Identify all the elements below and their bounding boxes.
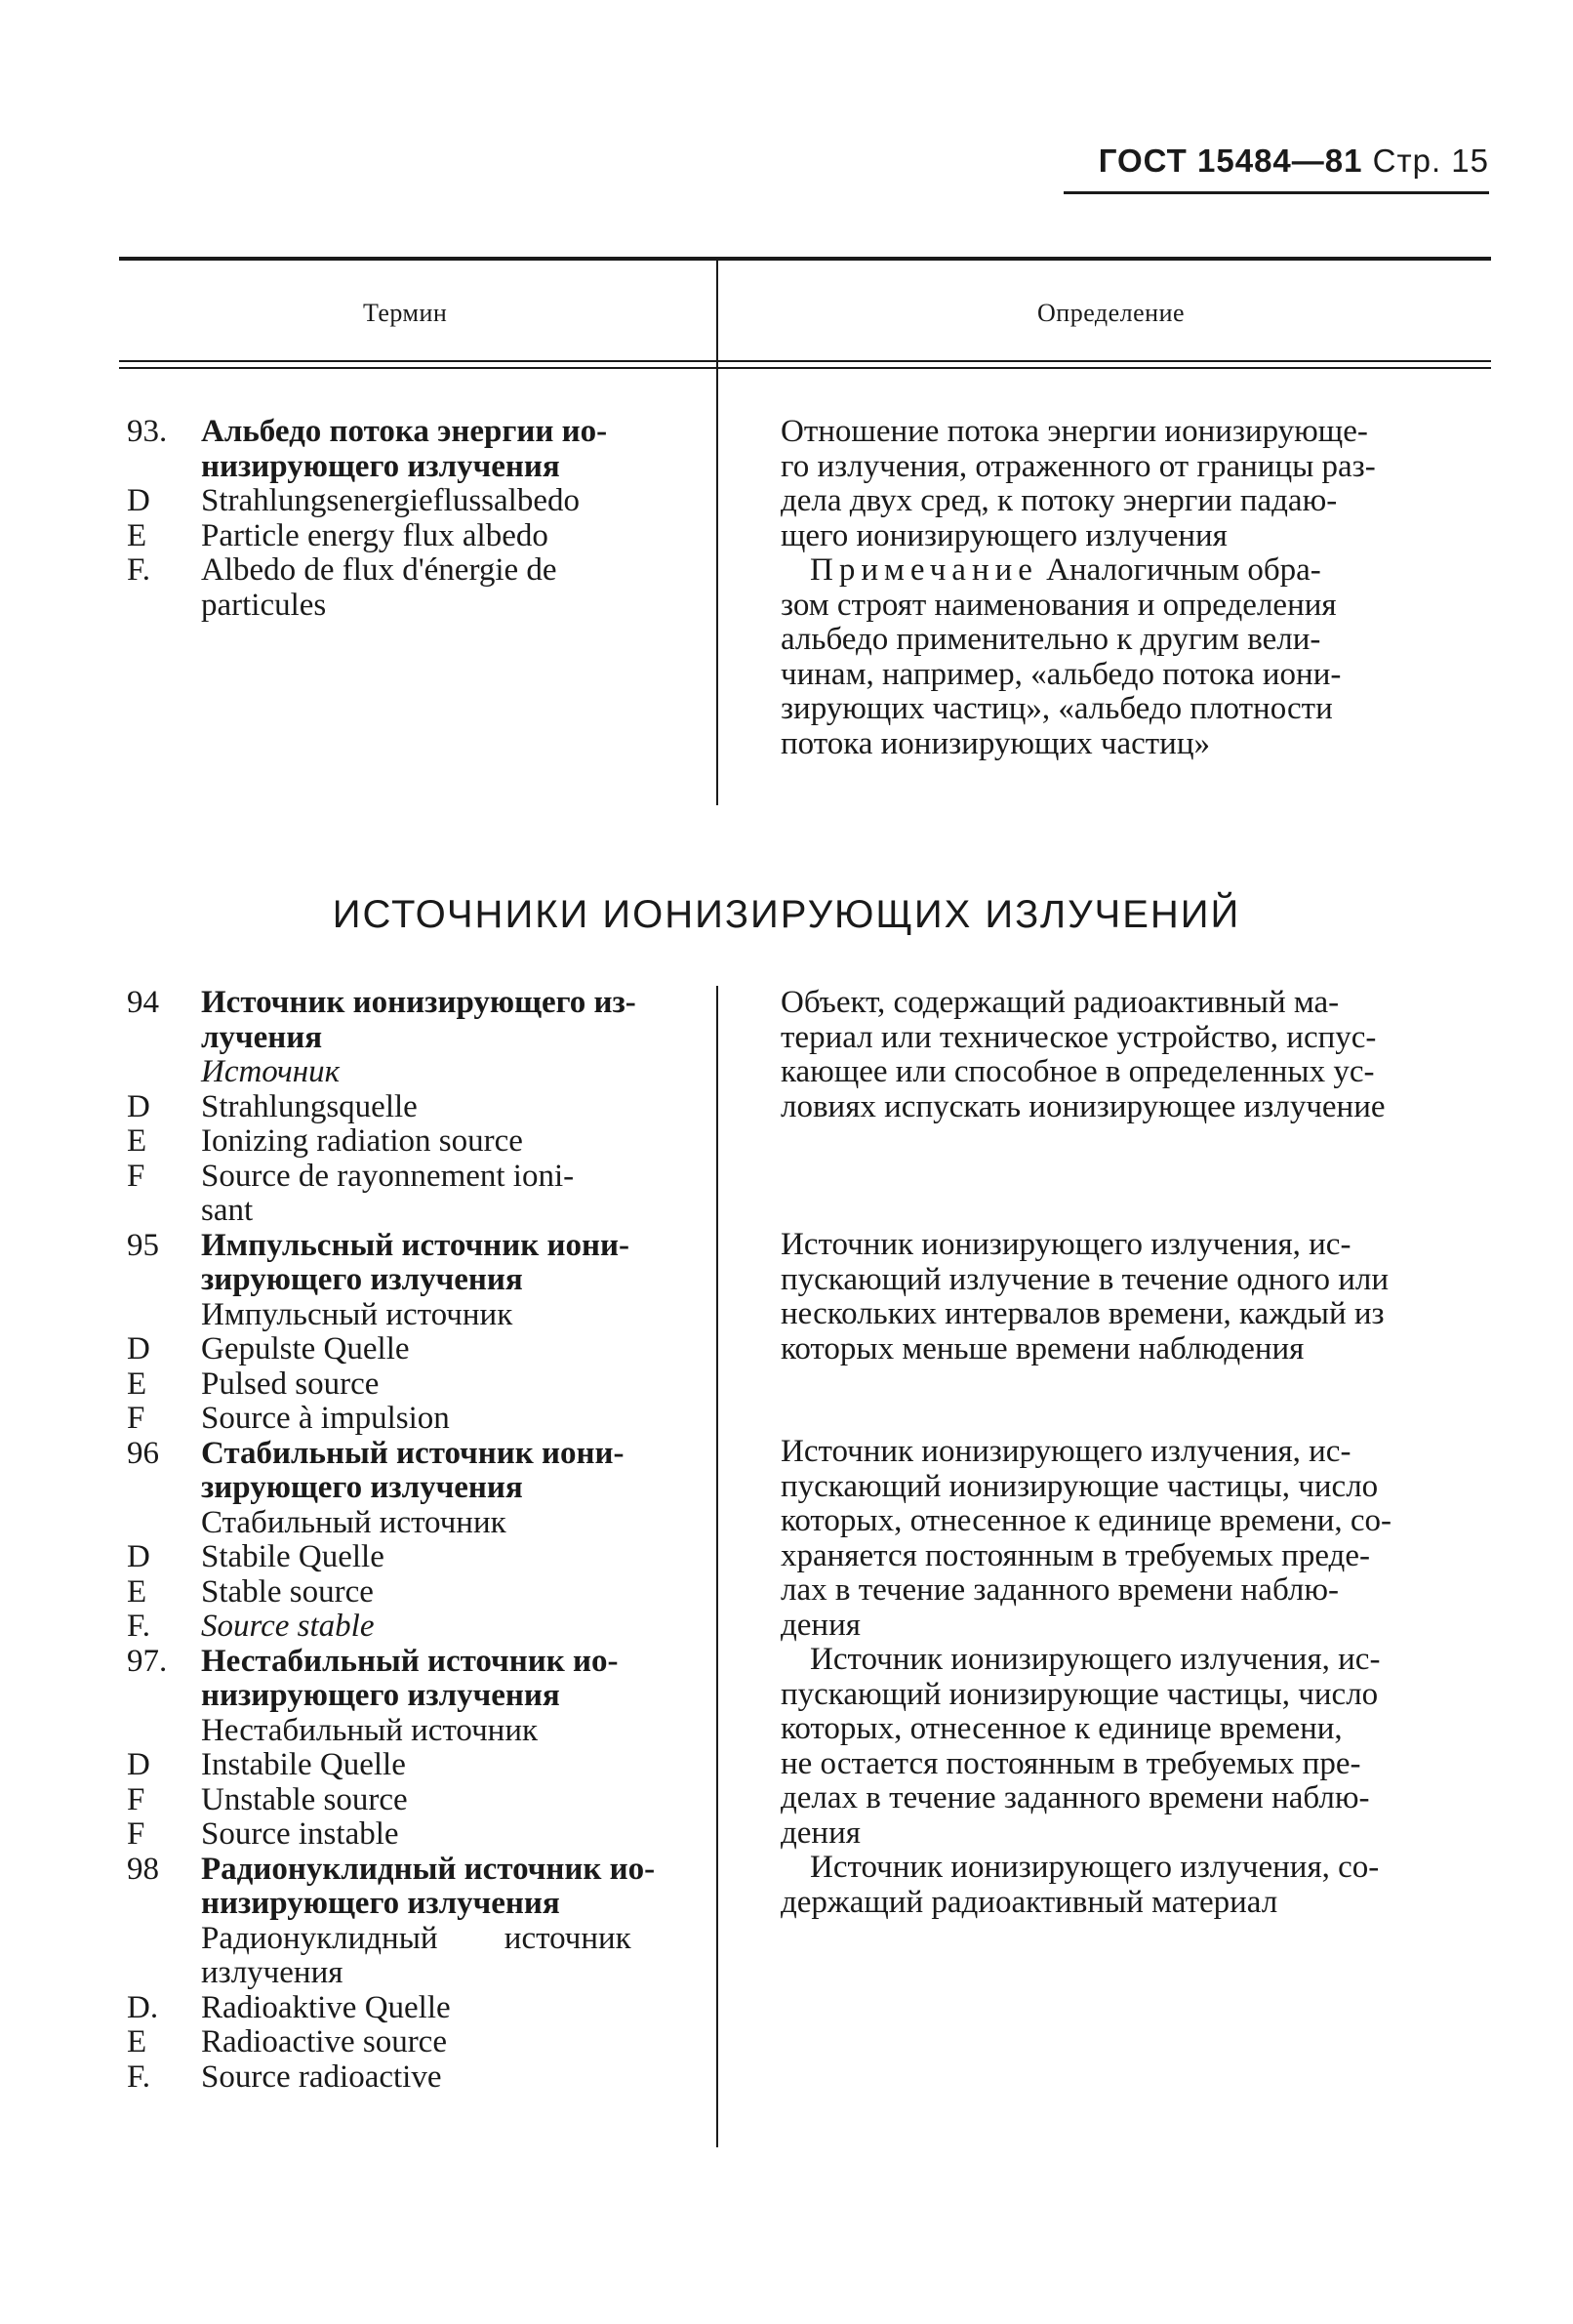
document-number: ГОСТ 15484—81	[1098, 143, 1363, 179]
term-title-continued: зирующего излучения	[201, 1262, 523, 1297]
definition-line: кающее или способное в определенных ус-	[781, 1054, 1375, 1089]
term-english: Pulsed source	[201, 1366, 380, 1402]
lang-code-d: D	[127, 1088, 150, 1124]
definition-line: териал или техническое устройство, испус-	[781, 1019, 1377, 1055]
term-french: Albedo de flux d'énergie de	[201, 552, 557, 588]
entry-number: 97.	[127, 1643, 168, 1679]
term-title-continued: низирующего излучения	[201, 448, 560, 484]
definition-line: Источник ионизирующего излучения, ис-	[781, 1434, 1351, 1469]
term-short-form: Нестабильный источник	[201, 1712, 539, 1748]
term-title: Импульсный источник иони-	[201, 1227, 630, 1263]
term-title: Нестабильный источник ио-	[201, 1643, 619, 1679]
entry-number: 96	[127, 1435, 159, 1471]
lang-code-e: E	[127, 517, 147, 553]
entry-95-definition	[781, 1228, 1489, 1366]
entry-number: 93.	[127, 414, 168, 449]
definition-line: которых меньше времени наблюдения	[781, 1330, 1305, 1366]
term-german: Instabile Quelle	[201, 1747, 406, 1782]
definition-line: которых, отнесенное к единице времени,	[781, 1711, 1343, 1746]
term-title: Альбедо потока энергии ио-	[201, 414, 608, 449]
term-title-continued: низирующего излучения	[201, 1886, 560, 1921]
term-short-form: Импульсный источник	[201, 1296, 513, 1332]
definition-line: пускающий ионизирующие частицы, число	[781, 1468, 1379, 1504]
lang-code-d: D	[127, 1539, 150, 1574]
lang-code-f: F.	[127, 1609, 150, 1644]
page-number: Стр. 15	[1372, 143, 1489, 179]
term-german: Stabile Quelle	[201, 1539, 384, 1574]
lang-code-e: E	[127, 1573, 147, 1610]
term-german: Strahlungsquelle	[201, 1088, 418, 1124]
definition-line: держащий радиоактивный материал	[781, 1884, 1278, 1920]
definition-line: Источник ионизирующего излучения, ис-	[781, 1227, 1351, 1262]
table-top-rule	[119, 257, 1491, 261]
entry-94-definition	[781, 986, 1489, 1124]
definition-line: Источник ионизирующего излучения, ис-	[810, 1642, 1381, 1677]
column-header-term: Термин	[363, 299, 448, 327]
term-short-form: Радионуклидный источник	[201, 1920, 631, 1956]
term-title: Радионуклидный источник ио-	[201, 1851, 656, 1887]
note-line: зом строят наименования и определения	[781, 587, 1337, 623]
entry-93-definition	[781, 415, 1489, 761]
term-english: Radioactive source	[201, 2024, 447, 2059]
note-line: зирующих частиц», «альбедо плотности	[781, 691, 1333, 726]
column-header-definition: Определение	[1037, 299, 1186, 327]
lang-code-d: D.	[127, 1989, 159, 2025]
definition-line: щего ионизирующего излучения	[781, 517, 1228, 553]
term-short-form: Стабильный источник	[201, 1504, 506, 1540]
definition-line: храняется постоянным в требуемых преде-	[781, 1537, 1370, 1573]
term-title-continued: зирующего излучения	[201, 1470, 523, 1505]
term-french: Source stable	[201, 1609, 375, 1644]
term-german: Radioaktive Quelle	[201, 1989, 451, 2025]
term-short-form: Источник	[201, 1054, 341, 1089]
note-line: альбедо применительно к другим вели-	[781, 622, 1321, 657]
column-divider-lower	[716, 986, 718, 2147]
definition-line: Объект, содержащий радиоактивный ма-	[781, 985, 1340, 1020]
header-double-rule-top	[119, 360, 1491, 362]
note-text: Аналогичным обра-	[1046, 552, 1321, 588]
note-label: Примечание	[810, 552, 1038, 588]
term-french: Source instable	[201, 1816, 399, 1852]
lang-code-e: E	[127, 1123, 147, 1159]
lang-code-f: F.	[127, 2059, 150, 2095]
term-title-continued: низирующего излучения	[201, 1678, 560, 1713]
term-french: Source radioactive	[201, 2059, 442, 2095]
term-english: Stable source	[201, 1573, 374, 1610]
definition-line: пускающий излучение в течение одного или	[781, 1261, 1390, 1297]
term-title-continued: лучения	[201, 1019, 323, 1055]
header-double-rule-bottom	[119, 367, 1491, 369]
page-header	[1099, 143, 1489, 180]
lang-code-f: F	[127, 1816, 145, 1852]
lang-code-d: D	[127, 483, 150, 518]
note-line	[781, 553, 1489, 589]
note-line: потока ионизирующих частиц»	[781, 725, 1210, 761]
definition-line: которых, отнесенное к единице времени, со-	[781, 1503, 1392, 1538]
entry-93-term	[123, 415, 699, 623]
term-french: Source de rayonnement ioni-	[201, 1158, 575, 1194]
lang-code-f: F	[127, 1158, 145, 1194]
entry-96-definition	[781, 1435, 1489, 1920]
term-german: Strahlungsenergieflussalbedo	[201, 483, 580, 518]
definition-line: делах в течение заданного времени наблю-	[781, 1780, 1370, 1815]
definition-line: Отношение потока энергии ионизирующе-	[781, 414, 1368, 449]
source-terms	[123, 986, 699, 2095]
entry-number: 95	[127, 1227, 159, 1263]
entry-number: 98	[127, 1851, 159, 1887]
entry-number: 94	[127, 985, 159, 1020]
term-english: Particle energy flux albedo	[201, 517, 548, 553]
term-english: Unstable source	[201, 1781, 408, 1817]
header-rule	[1064, 191, 1489, 194]
lang-code-e: E	[127, 1366, 147, 1402]
term-french-continued: particules	[201, 587, 327, 623]
term-french: Source à impulsion	[201, 1401, 450, 1436]
definition-line: пускающий ионизирующие частицы, число	[781, 1676, 1379, 1712]
definition-line: лах в течение заданного времени наблю-	[781, 1572, 1340, 1608]
definition-line: не остается постоянным в требуемых пре-	[781, 1745, 1361, 1781]
definition-line: нескольких интервалов времени, каждый из	[781, 1296, 1385, 1331]
term-english: Ionizing radiation source	[201, 1123, 523, 1159]
term-title: Источник ионизирующего из-	[201, 985, 636, 1020]
lang-code-f: F.	[127, 552, 150, 588]
lang-code-e: F	[127, 1781, 145, 1817]
definition-line: Источник ионизирующего излучения, со-	[810, 1850, 1380, 1885]
section-title: ИСТОЧНИКИ ИОНИЗИРУЮЩИХ ИЗЛУЧЕНИЙ	[332, 893, 1241, 936]
lang-code-d: D	[127, 1331, 150, 1366]
term-german: Gepulste Quelle	[201, 1331, 410, 1366]
definition-line: ловиях испускать ионизирующее излучение	[781, 1088, 1386, 1124]
term-french-continued: sant	[201, 1193, 254, 1228]
term-short-form-continued: излучения	[201, 1955, 343, 1990]
column-divider-upper	[716, 261, 718, 805]
definition-line: дения	[781, 1607, 861, 1643]
definition-line: дения	[781, 1814, 861, 1851]
lang-code-f: F	[127, 1401, 145, 1436]
definition-line: го излучения, отраженного от границы раз-	[781, 448, 1376, 484]
definition-line: дела двух сред, к потоку энергии падаю-	[781, 483, 1338, 518]
lang-code-d: D	[127, 1747, 150, 1782]
note-line: чинам, например, «альбедо потока иони-	[781, 656, 1342, 692]
lang-code-e: E	[127, 2024, 147, 2059]
term-title: Стабильный источник иони-	[201, 1435, 625, 1471]
